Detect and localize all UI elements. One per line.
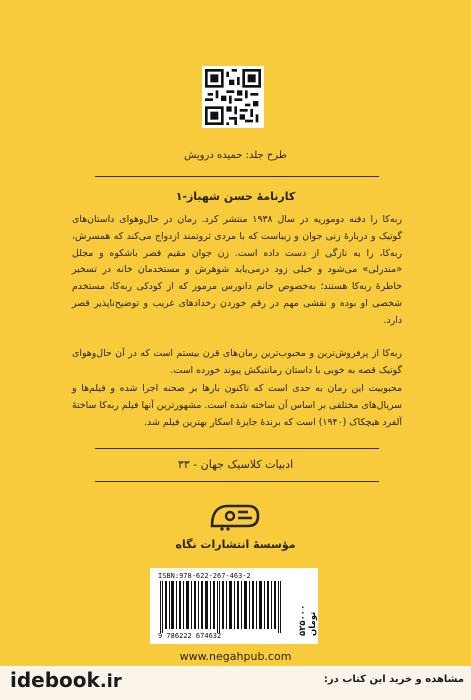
publisher-logo-icon xyxy=(208,498,262,534)
barcode-number: 9 786222 674632 xyxy=(158,632,222,640)
barcode-label xyxy=(150,568,318,644)
section-title: کارنامهٔ حسن شهباز-۱ xyxy=(175,190,296,203)
synopsis-paragraph-2: ربه‌کا از پرفروش‌ترین و محبوب‌ترین رمان‌های قرن بیستم است که در آن حال‌وهوای گوتیک قصه به خوبی با داستان رمانتیکش پیوند خورده است. xyxy=(72,348,402,376)
site-watermark-bar xyxy=(0,666,471,700)
cover-designer-credit: طرح جلد: حمیده درویش xyxy=(184,150,287,161)
qr-code-graphic xyxy=(205,69,261,125)
publisher-website-link[interactable]: www.negahpub.com xyxy=(179,650,292,663)
brand-tld: .ir xyxy=(99,671,122,692)
qr-code[interactable] xyxy=(202,66,264,128)
synopsis-paragraph-3: محبوبیت این رمان به حدی است که تاکنون بارها بر صحنه اجرا شده و فیلم‌ها و سریال‌های مختلفی بر اساس آن ساخته شده است. مشهورترین آنها فیلم ربه‌کا ساختهٔ آلفرد هیچکاک (۱۹۴۰) است که برندهٔ جایزهٔ اسکار بهترین فیلم شد. xyxy=(72,383,402,428)
divider-top xyxy=(95,176,379,177)
synopsis-paragraph-1: ربه‌کا را دفنه دوموریه در سال ۱۹۳۸ منتشر کرد. رمان در حال‌وهوای داستان‌های گوتیک و دربارهٔ زنی جوان و زیباست که با مردی ثروتمند ازدواج می‌کند که همسرش، ربه‌کا، را به تازگی از دست داده است. زن جوان مقیم قصر باشکوه و مجلل «مندرلی» می‌شود و خیلی زود درمی‌یابد شوهرش و مستخدمان خانه در تسخیر خاطرهٔ ربه‌کا هستند؛ به‌خصوص خانم دانورس مرموز که از کودکی ربه‌کا، مستخدم شخصی او بوده و نقشی مهم در رقم خوردن رخدادهای غریب و توضیح‌ناپذیر قصر دارد. xyxy=(72,214,402,326)
brand-name: idebook xyxy=(10,668,100,692)
barcode-graphic xyxy=(158,581,284,633)
isbn-text: ISBN:978-622-267-463-2 xyxy=(158,572,251,580)
idebook-logo[interactable] xyxy=(10,668,122,692)
divider-middle xyxy=(95,448,379,449)
publisher-name: مؤسسهٔ انتشارات نگاه xyxy=(175,538,296,551)
series-title: ادبیات کلاسیک جهان - ۳۳ xyxy=(177,458,294,471)
divider-bottom xyxy=(95,481,379,482)
view-and-buy-caption: مشاهده و خرید این کتاب در: xyxy=(323,674,464,685)
price-label: ۵۲۵۰۰۰ تومان xyxy=(298,604,318,636)
